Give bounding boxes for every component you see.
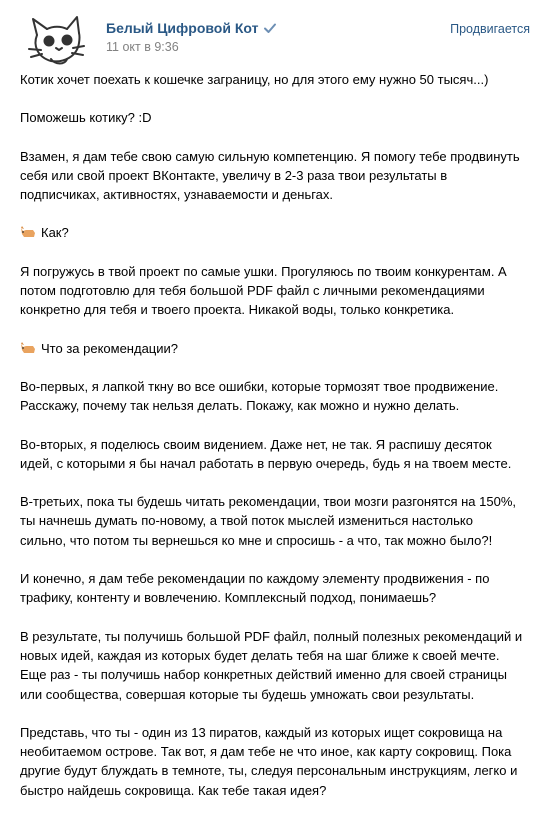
paragraph: Во-вторых, я поделюсь своим видением. Даже нет, не так. Я распишу десяток идей, с которыми я бы начал работать в первую очередь, будь я на твоем месте.	[20, 436, 512, 471]
paragraph: Взамен, я дам тебе свою самую сильную компетенцию. Я помогу тебе продвинуть себя или свой проект ВКонтакте, увеличу в 2-3 раза твои результаты в подписчиках, активностях, узнаваемости и деньгах.	[20, 148, 520, 203]
paragraph-text: Как?	[41, 225, 69, 241]
post-text	[20, 70, 540, 819]
post-header	[20, 10, 530, 62]
paragraph: Котик хочет поехать к кошечке заграницу, но для этого ему нужно 50 тысяч...)	[20, 72, 489, 87]
paragraph-text: Что за рекомендации?	[41, 340, 179, 356]
author-name-text[interactable]: Белый Цифровой Кот	[106, 20, 259, 36]
paragraph-with-emoji	[20, 223, 540, 242]
paragraph-with-emoji	[20, 339, 540, 358]
paragraph: В-третьих, пока ты будешь читать рекомендации, твои мозги разгонятся на 150%, ты начнешь думать по-новому, а твой поток мыслей измениться настолько сильно, что потом ты вернешься ко мне и спросишь - а что, так можно было?!	[20, 494, 516, 548]
paragraph: Поможешь котику? :D	[20, 110, 152, 126]
paragraph: Я погружусь в твой проект по самые ушки. Прогуляюсь по твоим конкурентам. А потом подготовлю для тебя большой PDF файл с личными рекомендациями конкретно для тебя и твоего проекта. Никакой воды, только конкретика.	[20, 263, 507, 318]
paragraph: И конечно, я дам тебе рекомендации по каждому элементу продвижения - по трафику, контенту и вовлечению. Комплексный подход, понимаешь?	[20, 571, 490, 606]
paragraph: Представь, что ты - один из 13 пиратов, каждый из которых ищет сокровища на необитаемом острове. Так вот, я дам тебе не что иное, как карту сокровищ. Пока другие будут блуждать в темноте, ты, следуя персональным инструкциям, легко и быстро найдешь сокровища. Как тебе такая идея?	[20, 724, 518, 798]
paragraph: В результате, ты получишь большой PDF файл, полный полезных рекомендаций и новых идей, каждая из которых будет делать тебя на шаг ближе к своей мечте. Еще раз - ты получишь набор конкретных действий именно для своей страницы или сообщества, совершая которые ты будешь умножать свои результаты.	[20, 628, 523, 702]
cat-emoji-icon	[20, 225, 36, 239]
post-time[interactable]: 11 окт в 9:36	[106, 40, 179, 54]
promoted-label[interactable]: Продвигается	[450, 22, 530, 36]
verified-check-icon	[263, 21, 277, 35]
author-name[interactable]	[106, 20, 277, 36]
cat-avatar-icon[interactable]	[27, 15, 85, 67]
paragraph: Во-первых, я лапкой ткну во все ошибки, которые тормозят твое продвижение. Расскажу, почему так нельзя делать. Покажу, как можно и нужно делать.	[20, 378, 499, 414]
cat-emoji-icon	[20, 341, 36, 355]
